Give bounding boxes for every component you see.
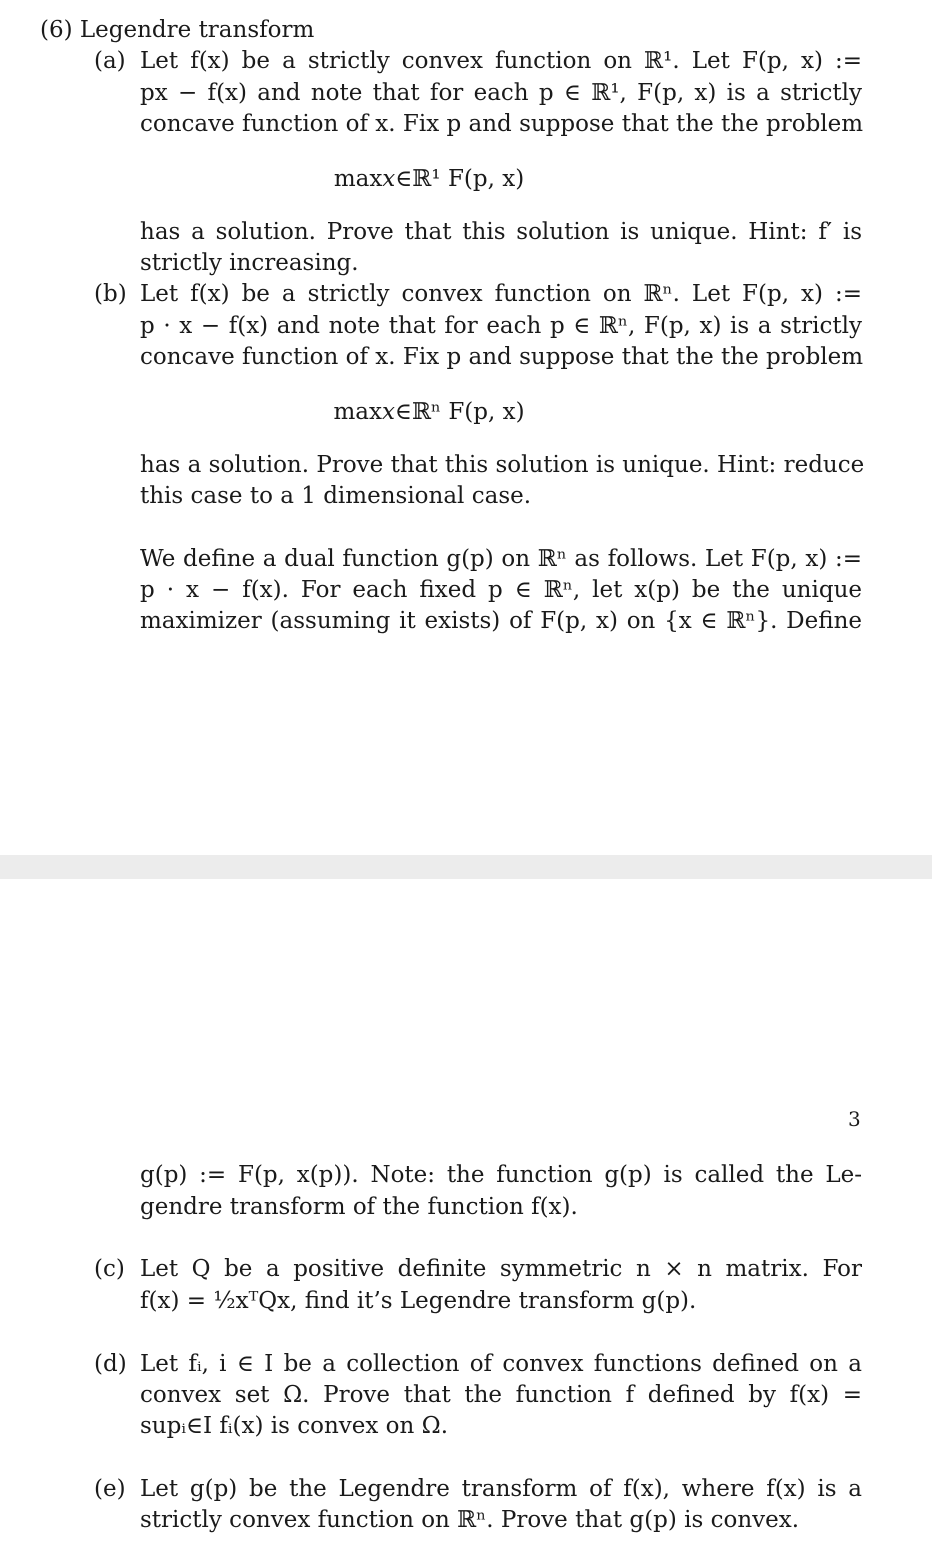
part-d-marker: (d) [94, 1351, 127, 1377]
part-d-line-3: supᵢ∈I fᵢ(x) is convex on Ω. [140, 1413, 449, 1439]
part-d-line-2: convex set Ω. Prove that the function f defined by f(x) = [140, 1382, 862, 1408]
part-a-line-1: Let f(x) be a strictly convex function on ℝ¹. Let F(p, x) := [140, 48, 862, 74]
part-c-marker: (c) [94, 1256, 125, 1282]
part-c-line-2: f(x) = ½xᵀQx, find it’s Legendre transform g(p). [140, 1288, 697, 1314]
part-a-line-3: concave function of x. Fix p and suppose that the the problem [140, 111, 864, 137]
part-b-equation: max𝑥∈ℝⁿ F(p, x) [333, 399, 525, 425]
part-b-line-1: Let f(x) be a strictly convex function on ℝⁿ. Let F(p, x) := [140, 281, 862, 307]
part-a-marker: (a) [94, 48, 126, 74]
page-number: 3 [848, 1107, 861, 1131]
problem-heading: (6) Legendre transform [40, 17, 315, 43]
part-b-line-2: p · x − f(x) and note that for each p ∈ ℝⁿ, F(p, x) is a strictly [140, 313, 862, 339]
part-c-line-1: Let Q be a positive definite symmetric n × n matrix. For [140, 1256, 862, 1282]
dual-line-1: We define a dual function g(p) on ℝⁿ as follows. Let F(p, x) := [140, 546, 862, 572]
part-d-line-1: Let fᵢ, i ∈ I be a collection of convex functions defined on a [140, 1351, 862, 1377]
continuation-line-1: g(p) := F(p, x(p)). Note: the function g(p) is called the Le- [140, 1162, 862, 1188]
part-e-marker: (e) [94, 1476, 126, 1502]
page-separator [0, 855, 932, 879]
part-e-line-2: strictly convex function on ℝⁿ. Prove that g(p) is convex. [140, 1507, 800, 1533]
part-b-marker: (b) [94, 281, 127, 307]
part-a-line-2: px − f(x) and note that for each p ∈ ℝ¹, F(p, x) is a strictly [140, 80, 862, 106]
dual-line-2: p · x − f(x). For each fixed p ∈ ℝⁿ, let x(p) be the unique [140, 577, 862, 603]
part-b-after-2: this case to a 1 dimensional case. [140, 483, 532, 509]
part-a-after-2: strictly increasing. [140, 250, 359, 276]
dual-line-3: maximizer (assuming it exists) of F(p, x) on {x ∈ ℝⁿ}. Define [140, 608, 862, 634]
continuation-line-2: gendre transform of the function f(x). [140, 1194, 578, 1220]
part-a-after-1: has a solution. Prove that this solution is unique. Hint: f′ is [140, 219, 862, 245]
part-b-line-3: concave function of x. Fix p and suppose that the the problem [140, 344, 864, 370]
part-a-equation: max𝑥∈ℝ¹ F(p, x) [333, 166, 525, 192]
part-b-after-1: has a solution. Prove that this solution is unique. Hint: reduce [140, 452, 865, 478]
part-e-line-1: Let g(p) be the Legendre transform of f(x), where f(x) is a [140, 1476, 862, 1502]
